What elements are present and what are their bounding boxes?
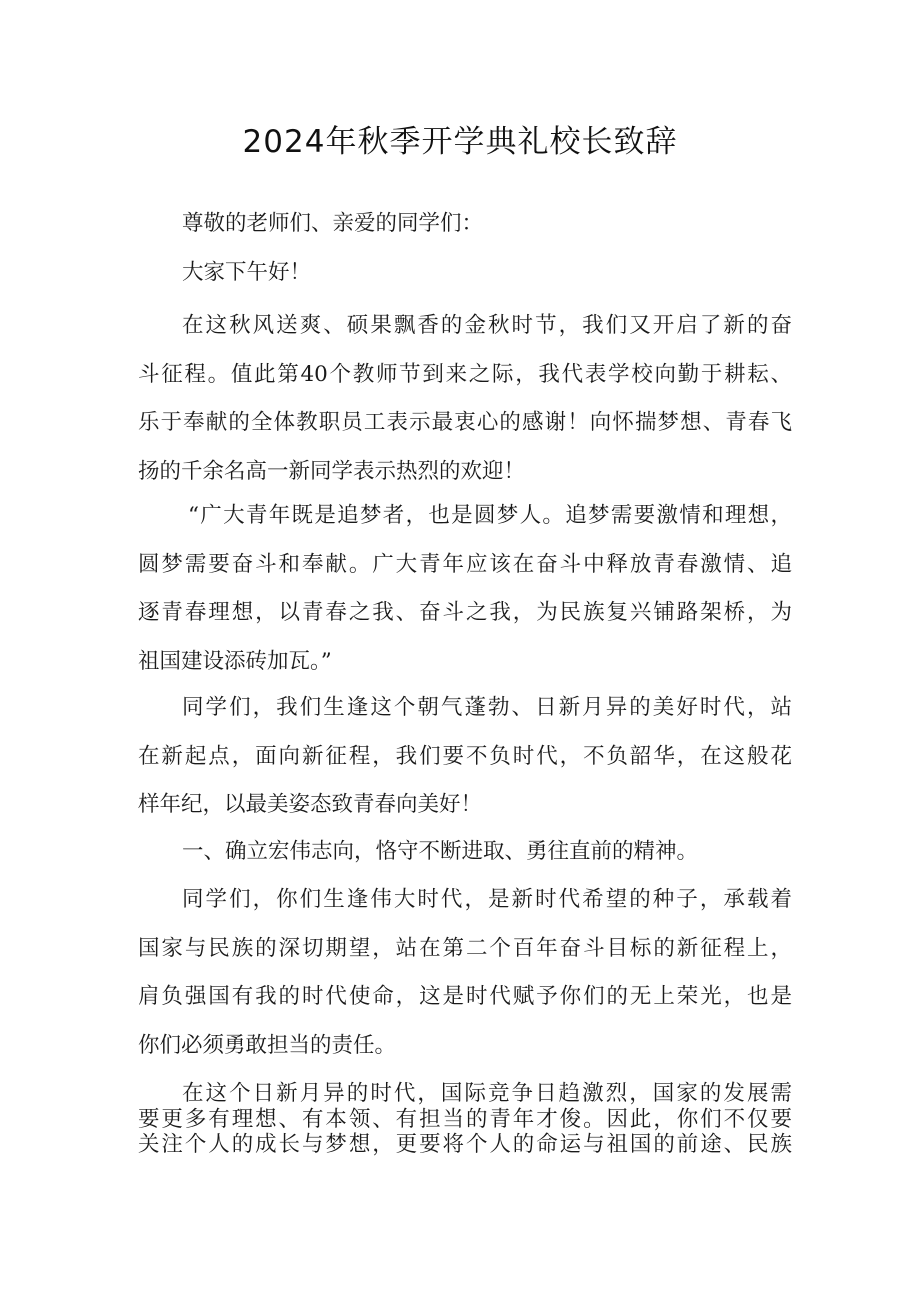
paragraph-line: 乐于奉献的全体教职员工表示最衷心的感谢！向怀揣梦想、青春飞 <box>138 410 792 435</box>
paragraph-era <box>138 684 792 830</box>
paragraph-line: 斗征程。值此第40个教师节到来之际，我代表学校向勤于耕耘、 <box>138 361 792 387</box>
greeting <box>138 249 792 298</box>
section-heading-line: 一、确立宏伟志向，恪守不断进取、勇往直前的精神。 <box>182 839 699 864</box>
paragraph-opening <box>138 302 792 496</box>
paragraph-line: 你们必须勇敢担当的责任。 <box>138 1032 397 1058</box>
quote-line: 圆梦需要奋斗和奉献。广大青年应该在奋斗中释放青春激情、追 <box>138 551 792 577</box>
document-title: 2024年秋季开学典礼校长致辞 <box>242 124 678 160</box>
paragraph-line: 扬的千余名高一新同学表示热烈的欢迎！ <box>138 458 526 484</box>
section-heading-1 <box>138 828 792 877</box>
paragraph-line: 同学们，我们生逢这个朝气蓬勃、日新月异的美好时代，站 <box>182 695 792 720</box>
greeting-line: 大家下午好！ <box>182 260 312 285</box>
paragraph-line: 关注个人的成长与梦想，更要将个人的命运与祖国的前途、民族 <box>138 1132 792 1157</box>
salutation <box>138 200 792 249</box>
paragraph-line: 样年纪，以最美姿态致青春向美好！ <box>138 792 483 817</box>
paragraph-mission <box>138 876 792 1070</box>
quote-line: “广大青年既是追梦者，也是圆梦人。追梦需要激情和理想， <box>188 503 792 528</box>
paragraph-quote <box>138 492 792 686</box>
paragraph-line: 肩负强国有我的时代使命，这是时代赋予你们的无上荣光，也是 <box>138 984 792 1009</box>
paragraph-competition <box>138 1081 792 1158</box>
paragraph-line: 在这个日新月异的时代，国际竞争日趋激烈，国家的发展需 <box>182 1081 792 1106</box>
paragraph-line: 要更多有理想、有本领、有担当的青年才俊。因此，你们不仅要 <box>138 1106 792 1132</box>
paragraph-line: 在新起点，面向新征程，我们要不负时代，不负韶华，在这般花 <box>138 743 792 769</box>
quote-line: 逐青春理想，以青春之我、奋斗之我，为民族复兴铺路架桥，为 <box>138 600 792 625</box>
paragraph-line: 国家与民族的深切期望，站在第二个百年奋斗目标的新征程上， <box>138 935 792 961</box>
paragraph-line: 同学们，你们生逢伟大时代，是新时代希望的种子，承载着 <box>182 887 792 912</box>
salutation-line: 尊敬的老师们、亲爱的同学们： <box>182 211 484 236</box>
quote-line: 祖国建设添砖加瓦。” <box>138 648 332 674</box>
paragraph-line: 在这秋风送爽、硕果飘香的金秋时节，我们又开启了新的奋 <box>182 313 792 338</box>
